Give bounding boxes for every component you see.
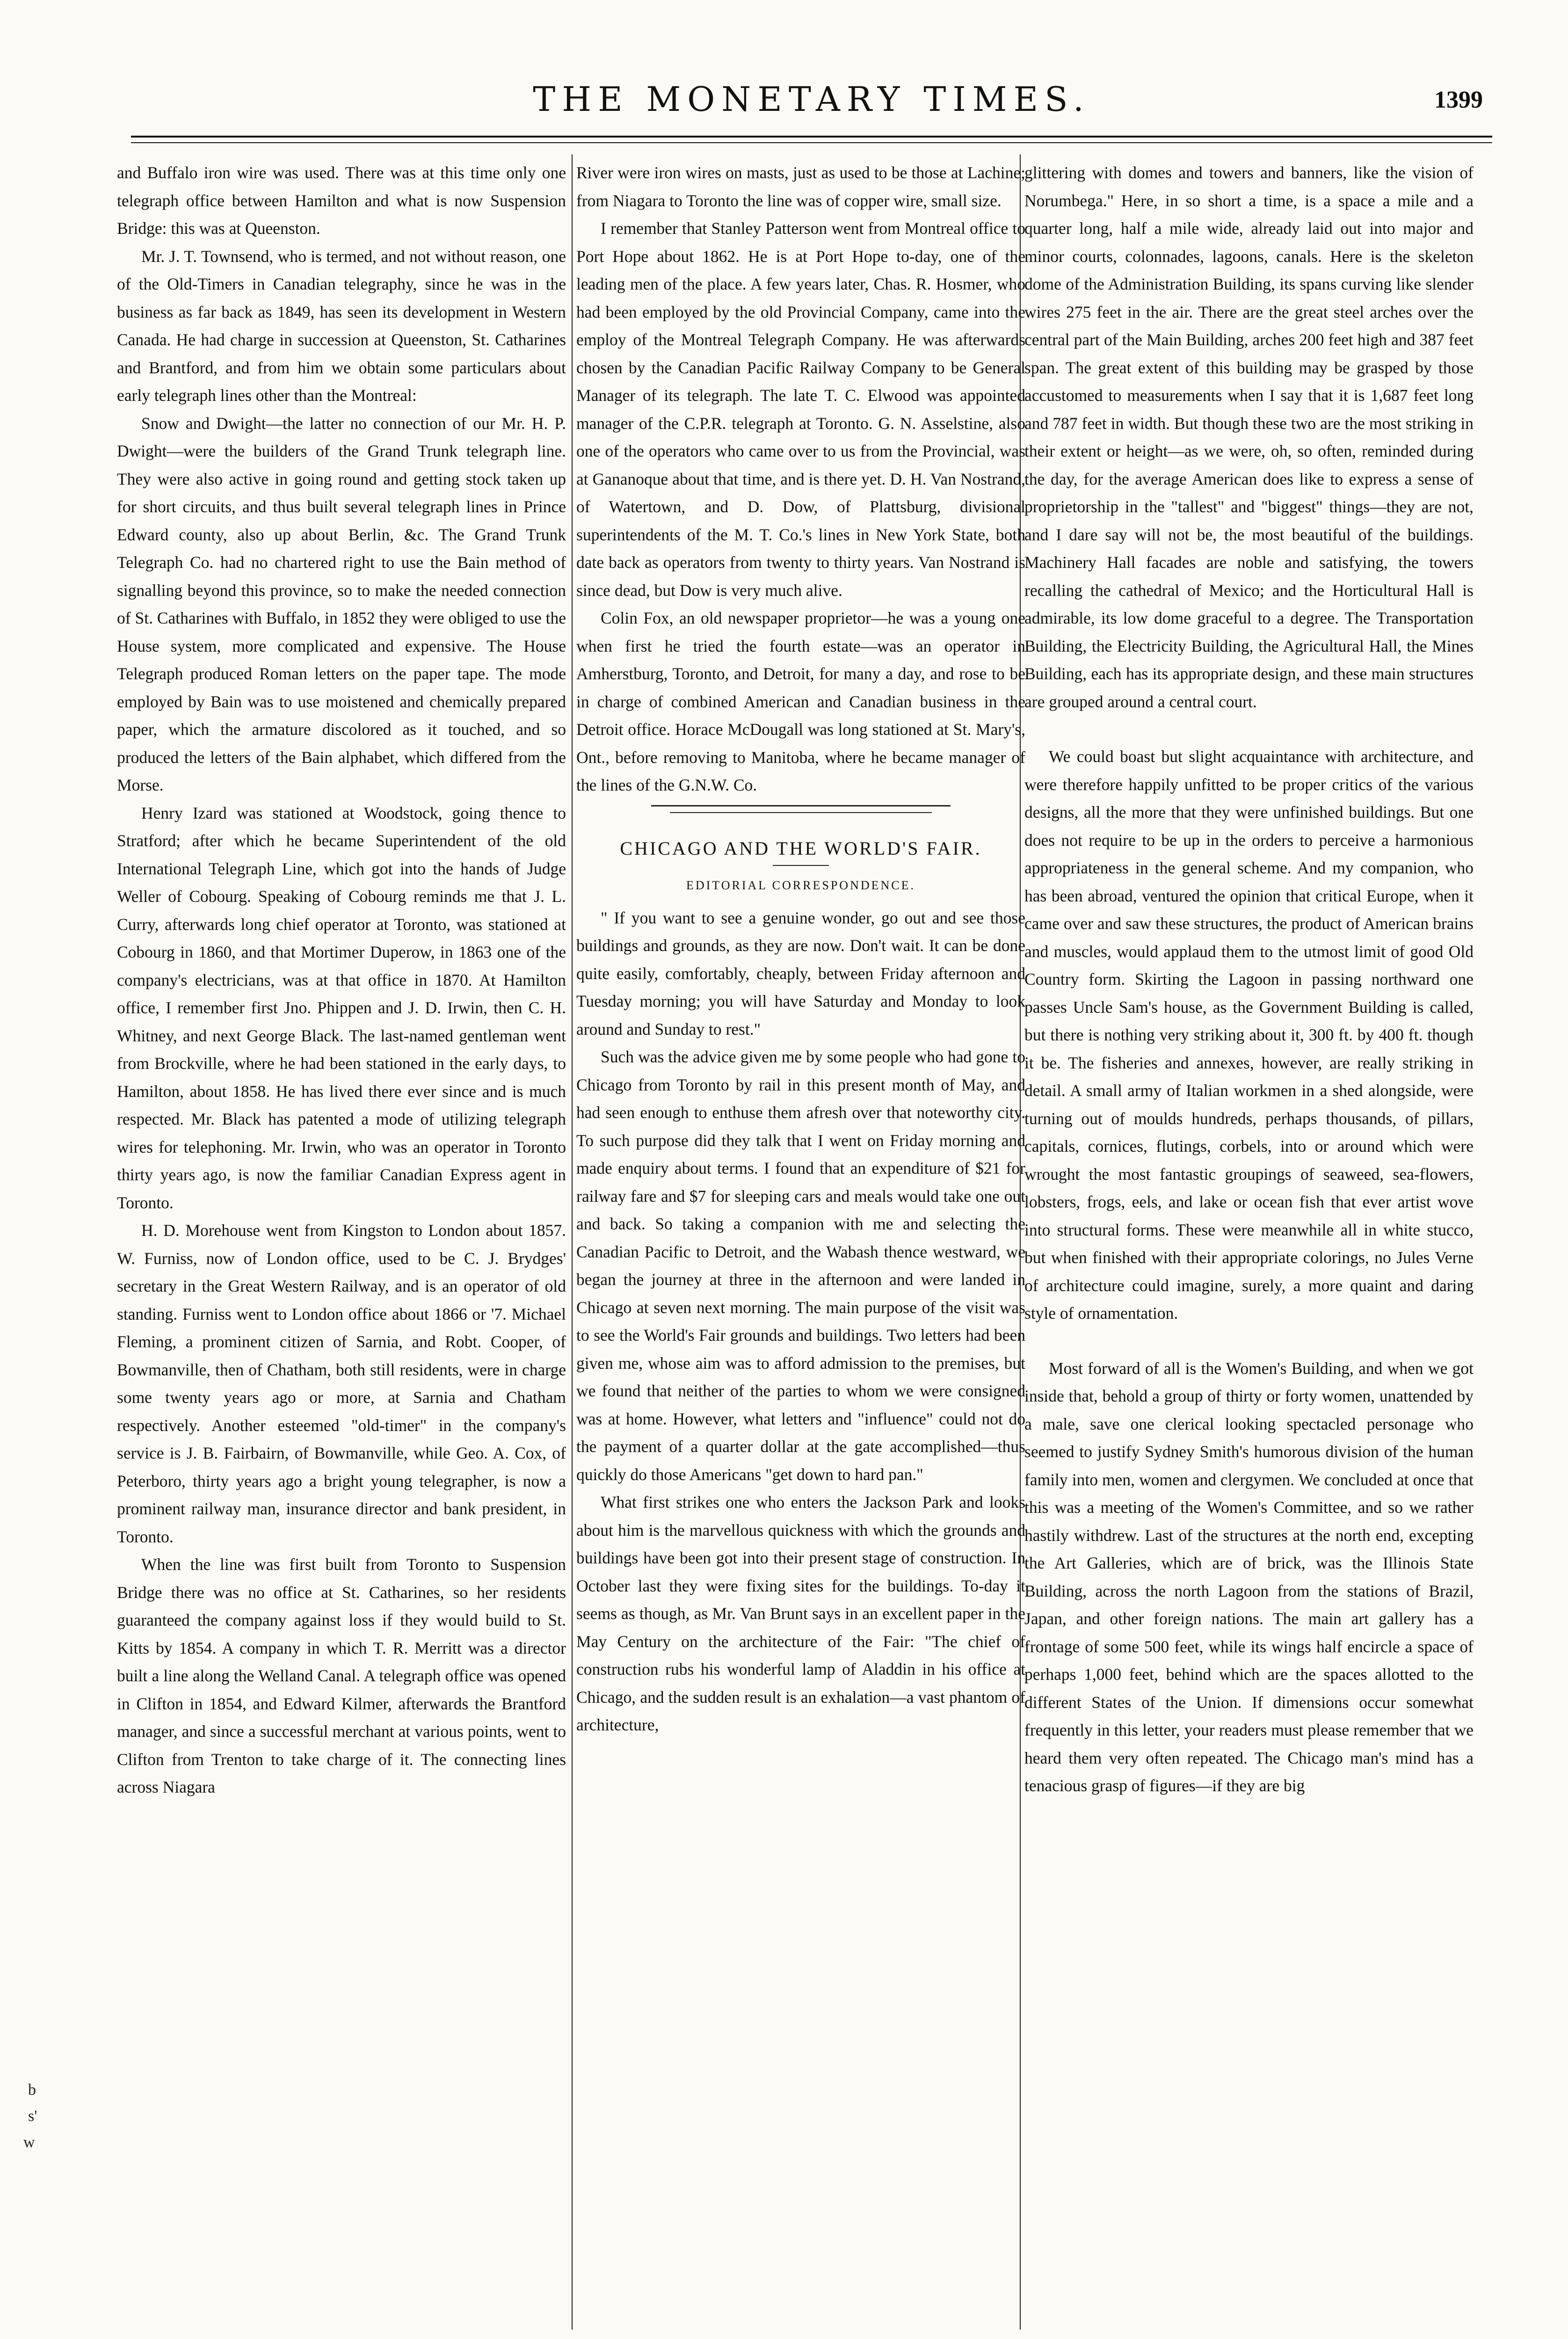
column-divider	[572, 154, 573, 2330]
header-rule-thin	[131, 142, 1492, 143]
paragraph: Colin Fox, an old newspaper proprietor—he was a young one when first he tried the fourth estate—was an operator in Amherstburg, Toronto, and Detroit, for many a day, and rose to be in charge of combined American and Canadian business in the Detroit office. Horace McDougall was long stationed at St. Mary's, Ont., before removing to Manitoba, where he became manager of the lines of the G.N.W. Co.	[576, 609, 1025, 794]
paragraph: and Buffalo iron wire was used. There was at this time only one telegraph office between Hamilton and what is now Suspension Bridge: this was at Queenston.	[117, 163, 566, 238]
column-3	[1024, 159, 1474, 2330]
masthead: THE MONETARY TIMES.	[533, 80, 1090, 119]
paragraph: Snow and Dwight—the latter no connection of our Mr. H. P. Dwight—were the builders of the Grand Trunk telegraph line. They were also active in going round and getting stock taken up for short circuits, and thus built several telegraph lines in Prince Edward county, also up about Berlin, &c. The Grand Trunk Telegraph Co. had no chartered right to use the Bain method of signalling beyond this province, so to make the needed connection of St. Catharines with Buffalo, in 1852 they were obliged to use the House system, more complicated and expensive. The House Telegraph produced Roman letters on the paper tape. The mode employed by Bain was to use moistened and chemically prepared paper, which the armature discolored as it touched, and so produced the letters of the Bain alphabet, which differed from the Morse.	[117, 414, 566, 794]
title-rule	[773, 865, 829, 866]
margin-mark: s'	[28, 2107, 37, 2125]
paragraph: Such was the advice given me by some people who had gone to Chicago from Toronto by rail in this present month of May, and had seen enough to enthuse them afresh over that noteworthy city. To such purpose did they talk that I went on Friday morning and made enquiry about terms. I found that an expenditure of $21 for railway fare and $7 for sleeping cars and meals would take one out and back. So taking a companion with me and selecting the Canadian Pacific to Detroit, and the Wabash thence westward, we began the journey at three in the afternoon and were landed in Chicago at seven next morning. The main purpose of the visit was to see the World's Fair grounds and buildings. Two letters had been given me, whose aim was to afford admission to the premises, but we found that neither of the parties to whom we were consigned was at home. However, what letters and "influence" could not do the payment of a quarter dollar at the gate accomplished—thus quickly do those Americans "get down to hard pan."	[576, 1047, 1025, 1484]
margin-marks	[19, 2077, 75, 2339]
margin-mark: b	[28, 2081, 36, 2099]
paragraph: Most forward of all is the Women's Building, and when we got inside that, behold a group of thirty or forty women, unattended by a male, save one clerical looking spectacled personage who seemed to justify Sydney Smith's humorous division of the human family into men, women and clergymen. We concluded at once that this was a meeting of the Women's Committee, and so we rather hastily withdrew. Last of the structures at the north end, excepting the Art Galleries, which are of brick, was the Illinois State Building, across the north Lagoon from the stations of Brazil, Japan, and other foreign nations. The main art gallery has a frontage of some 500 feet, while its wings half encircle a space of perhaps 1,000 feet, behind which are the spaces allotted to the different States of the Union. If dimensions occur somewhat frequently in this letter, your readers must please remember that we heard them very often repeated. The Chicago man's mind has a tenacious grasp of figures—if they are big	[1024, 1358, 1474, 1795]
page-number: 1399	[1434, 87, 1483, 113]
article-title: CHICAGO AND THE WORLD'S FAIR.	[620, 837, 982, 859]
section-divider	[651, 805, 951, 806]
paragraph: What first strikes one who enters the Jackson Park and looks about him is the marvellous quickness with which the grounds and buildings have been got into their present stage of construction. In October last they were fixing sites for the buildings. To-day it seems as though, as Mr. Van Brunt says in an excellent paper in the May Century on the architecture of the Fair: "The chief of construction rubs his wonderful lamp of Aladdin in his office at Chicago, and the sudden result is an exhalation—a vast phantom of architecture,	[576, 1493, 1025, 1734]
column-1	[117, 159, 566, 2330]
paragraph: I remember that Stanley Patterson went from Montreal office to Port Hope about 1862. He is at Port Hope to-day, one of the leading men of the place. A few years later, Chas. R. Hosmer, who had been employed by the old Provincial Company, came into the employ of the Montreal Telegraph Company. He was afterwards chosen by the Canadian Pacific Railway Company to be General Manager of its telegraph. The late T. C. Elwood was appointed manager of the C.P.R. telegraph at Toronto. G. N. Asselstine, also one of the operators who came over to us from the Provincial, was at Gananoque about that time, and is there yet. D. H. Van Nostrand, of Watertown, and D. Dow, of Plattsburg, divisional superintendents of the M. T. Co.'s lines in New York State, both date back as operators from twenty to thirty years. Van Nostrand is since dead, but Dow is very much alive.	[576, 219, 1025, 600]
column-2	[576, 159, 1025, 2330]
margin-mark: w	[23, 2134, 35, 2151]
header-rule-thick	[131, 136, 1492, 138]
page-header	[131, 80, 1492, 131]
paragraph: glittering with domes and towers and banners, like the vision of Norumbega." Here, in so short a time, is a space a mile and a quarter long, half a mile wide, already laid out into major and minor courts, colonnades, lagoons, canals. Here is the skeleton dome of the Administration Building, its spans curving like slender wires 275 feet in the air. There are the great steel arches over the central part of the Main Building, arches 200 feet high and 387 feet span. The great extent of this building may be grasped by those accustomed to measurements when I say that it is 1,687 feet long and 787 feet in width. But though these two are the most striking in their extent or height—as we were, oh, so often, reminded during the day, for the average American does like to express a sense of proprietorship in the "tallest" and "biggest" things—they are not, and I dare say will not be, the most beautiful of the buildings. Machinery Hall facades are noble and satisfying, the towers recalling the cathedral of Mexico; and the Horticultural Hall is admirable, its low dome graceful to a degree. The Transportation Building, the Electricity Building, the Agricultural Hall, the Mines Building, each has its appropriate design, and these main structures are grouped around a central court.	[1024, 163, 1474, 711]
paragraph: Henry Izard was stationed at Woodstock, going thence to Stratford; after which he became Superintendent of the old International Telegraph Line, which got into the hands of Judge Weller of Cobourg. Speaking of Cobourg reminds me that J. L. Curry, afterwards long chief operator at Toronto, was stationed at Cobourg in 1860, and that Mortimer Duperow, in 1863 one of the company's electricians, was at that office in 1870. At Hamilton office, I remember first Jno. Phippen and J. D. Irwin, then C. H. Whitney, and next George Black. The last-named gentleman went from Brockville, where he had been stationed in the early days, to Hamilton, about 1858. He has lived there ever since and is much respected. Mr. Black has patented a mode of utilizing telegraph wires for telephoning. Mr. Irwin, who was an operator in Toronto thirty years ago, is now the familiar Canadian Express agent in Toronto.	[117, 803, 566, 1212]
paragraph: We could boast but slight acquaintance with architecture, and were therefore happily unfitted to be proper critics of the various designs, all the more that they were unfinished buildings. But one does not require to be up in the orders to perceive a harmonious appropriateness in the general scheme. And my companion, who has been abroad, ventured the opinion that critical Europe, when it came over and saw these structures, the product of American brains and muscles, would applaud them to the utmost limit of good Old Country form. Skirting the Lagoon in passing northward one passes Uncle Sam's house, as the Government Building is called, but there is nothing very striking about it, 300 ft. by 400 ft. though it be. The fisheries and annexes, however, are really striking in detail. A small army of Italian workmen in a shed alongside, were turning out of moulds hundreds, perhaps thousands, of pillars, capitals, cornices, flutings, corbels, into or around which were wrought the most fantastic groupings of seaweed, sea-flowers, lobsters, frogs, eels, and lake or ocean fish that ever artist wove into structural forms. These were meanwhile all in white stucco, but when finished with their appropriate colorings, no Jules Verne of architecture could imagine, surely, a more quaint and daring style of ornamentation.	[1024, 747, 1474, 1322]
section-divider	[670, 812, 932, 813]
paragraph: H. D. Morehouse went from Kingston to London about 1857. W. Furniss, now of London office, used to be C. J. Brydges' secretary in the Great Western Railway, and is an operator of old standing. Furniss went to London office about 1866 or '7. Michael Fleming, a prominent citizen of Sarnia, and Robt. Cooper, of Bowmanville, then of Chatham, both still residents, were in charge some twenty years ago or more, at Sarnia and Chatham respectively. Another esteemed "old-timer" in the company's service is J. B. Fairbairn, of Bowmanville, while Geo. A. Cox, of Peterboro, thirty years ago a bright young telegrapher, is now a prominent railway man, insurance director and bank president, in Toronto.	[117, 1221, 566, 1546]
article-subtitle: EDITORIAL CORRESPONDENCE.	[686, 879, 915, 892]
paragraph: When the line was first built from Toronto to Suspension Bridge there was no office at St. Catharines, so her residents guaranteed the company against loss if they would build to St. Kitts by 1854. A company in which T. R. Merritt was a director built a line along the Welland Canal. A telegraph office was opened in Clifton in 1854, and Edward Kilmer, afterwards the Brantford manager, and since a successful merchant at various points, went to Clifton from Trenton to take charge of it. The connecting lines across Niagara	[117, 1555, 566, 1796]
paragraph: Mr. J. T. Townsend, who is termed, and not without reason, one of the Old-Timers in Canadian telegraphy, since he was in the business as far back as 1849, has seen its development in Western Canada. He had charge in succession at Queenston, St. Catharines and Brantford, and from him we obtain some particulars about early telegraph lines other than the Montreal:	[117, 247, 566, 405]
paragraph: River were iron wires on masts, just as used to be those at Lachine; from Niagara to Toronto the line was of copper wire, small size.	[576, 163, 1025, 210]
paragraph: " If you want to see a genuine wonder, go out and see those buildings and grounds, as they are now. Don't wait. It can be done quite easily, comfortably, cheaply, between Friday afternoon and Tuesday morning; you will have Saturday and Monday to look around and Sunday to rest."	[576, 908, 1025, 1039]
